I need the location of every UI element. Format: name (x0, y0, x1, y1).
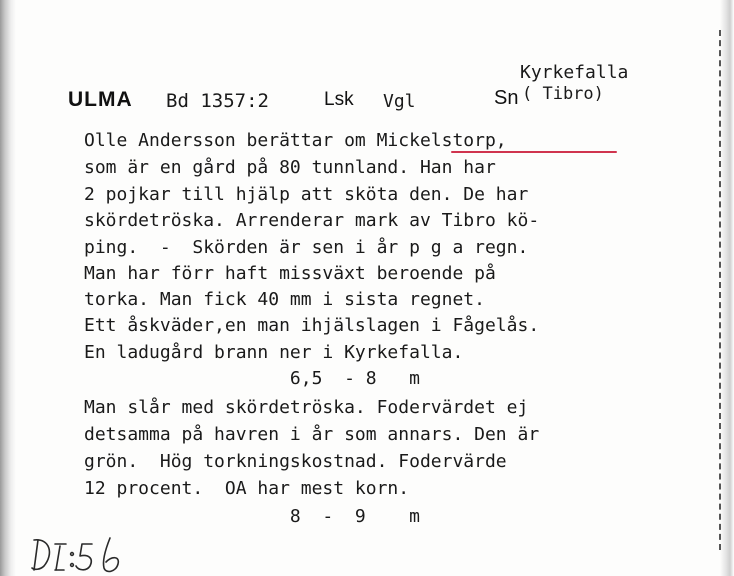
measurement-line: 6,5 - 8 m (84, 368, 420, 389)
place-name: Kyrkefalla (520, 62, 629, 83)
perforation-rule (719, 30, 723, 550)
text-line: som är en gård på 80 tunnland. Han har (84, 157, 496, 178)
text-line: Ett åskväder,en man ihjälslagen i Fågelås. (84, 315, 540, 336)
archive-code: ULMA (68, 88, 133, 111)
text-line: torka. Man fick 40 mm i sista regnet. (84, 289, 485, 310)
red-underline (451, 151, 617, 153)
text-line: ping. - Skörden är sen i år p g a regn. (84, 237, 529, 258)
scan-right-edge (712, 0, 734, 576)
text-line: Man slår med skördetröska. Fodervärdet ej (84, 397, 529, 418)
landskap-value: Vgl (383, 91, 416, 112)
text-line: Man har förr haft missväxt beroende på (84, 263, 496, 284)
volume-number: Bd 1357:2 (166, 90, 269, 112)
landskap-label: Lsk (324, 89, 354, 110)
text-line: skördetröska. Arrenderar mark av Tibro kö- (84, 210, 540, 231)
text-line: 12 procent. OA har mest korn. (84, 478, 410, 499)
socken-label: Sn (494, 87, 519, 109)
handwritten-signature (28, 532, 138, 576)
measurement-line: 8 - 9 m (84, 506, 420, 527)
text-line: detsamma på havren i år som annars. Den är (84, 424, 540, 445)
socken-value: ( Tibro) (522, 84, 604, 104)
text-line: grön. Hög torkningskostnad. Fodervärde (84, 451, 507, 472)
scan-left-edge (0, 0, 16, 576)
text-line: 2 pojkar till hjälp att sköta den. De har (84, 184, 529, 205)
text-line: En ladugård brann ner i Kyrkefalla. (84, 342, 464, 363)
text-line: Olle Andersson berättar om Mickelstorp, (84, 130, 507, 151)
